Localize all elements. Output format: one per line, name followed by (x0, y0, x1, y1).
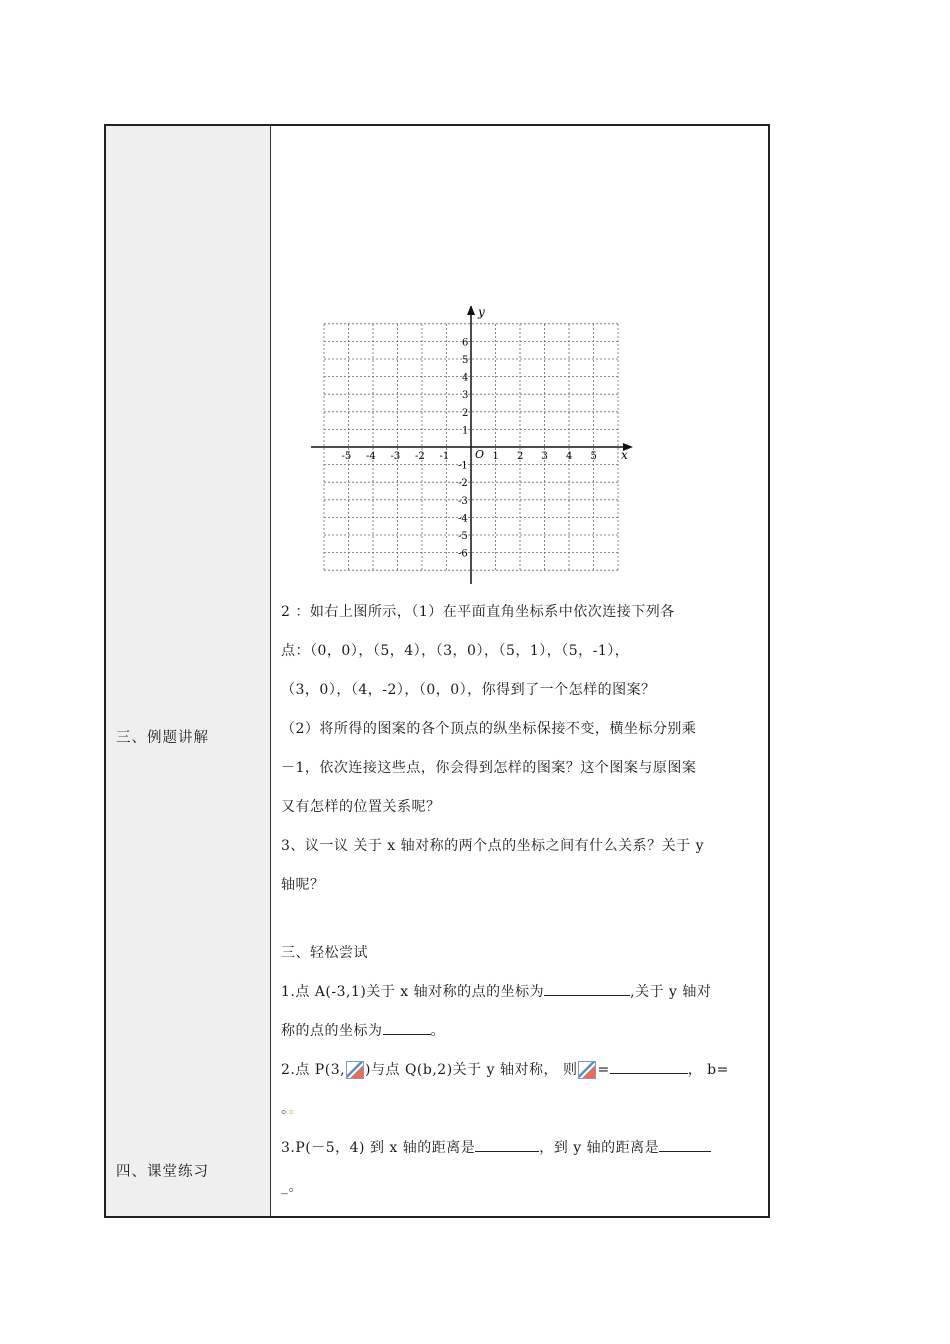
answer-blank[interactable] (659, 1135, 711, 1152)
y-axis-arrow (467, 306, 475, 315)
x-tick-label: 1 (492, 451, 499, 462)
practice-item-3: 3.P(－5，4) 到 x 轴的距离是 ，到 y 轴的距离是 (281, 1129, 758, 1168)
y-tick-label: 3 (462, 390, 469, 402)
x-tick-label: 3 (541, 451, 548, 462)
y-tick-label: -6 (458, 548, 468, 560)
q2-line-3: （3，0），（4，-2），（0，0），你得到了一个怎样的图案？ (281, 682, 656, 698)
y-tick-label: 1 (462, 425, 469, 437)
practice-section (281, 934, 758, 1207)
lesson-table (104, 124, 770, 1218)
y-tick-label: -2 (458, 478, 468, 490)
x-tick-label: -3 (390, 451, 401, 462)
x-tick-label: 4 (566, 451, 573, 462)
x-tick-label: -1 (439, 451, 450, 462)
broken-image-icon (346, 1061, 364, 1079)
q2-line-1: 2 ：如右上图所示，（1）在平面直角坐标系中依次连接下列各 (281, 604, 675, 620)
section-label-column (106, 126, 271, 1216)
practice-item-3-cont: _。 (281, 1179, 303, 1195)
x-tick-label: -5 (341, 451, 352, 462)
content-column (271, 126, 768, 1216)
x-tick-label: -2 (415, 451, 425, 462)
practice-item-1-cont: 称的点的坐标为 。 (281, 1012, 758, 1051)
origin-label: O (475, 448, 485, 461)
q3-line-1: 3、议一议 关于 x 轴对称的两个点的坐标之间有什么关系？关于 y (281, 838, 705, 854)
answer-blank[interactable] (475, 1135, 539, 1152)
q2-line-2: 点：（0，0），（5，4），（3，0），（5，1），（5，-1）， (281, 643, 630, 659)
y-tick-label: -3 (458, 495, 468, 507)
answer-blank[interactable] (544, 979, 630, 996)
answer-blank[interactable] (610, 1057, 688, 1074)
broken-image-icon (578, 1061, 596, 1079)
practice-item-2-cont: 。。 (281, 1101, 303, 1117)
q2-line-6: 又有怎样的位置关系呢？ (281, 799, 441, 815)
y-tick-label: 6 (462, 337, 469, 349)
example-question-2 (281, 593, 758, 905)
y-tick-label: -5 (458, 531, 468, 542)
y-tick-label: 2 (462, 407, 469, 419)
section-label-practice: 四、课堂练习 (116, 1164, 209, 1180)
y-tick-label: 5 (462, 355, 469, 366)
x-tick-label: 5 (590, 451, 597, 462)
practice-heading: 三、轻松尝试 (281, 945, 368, 961)
q2-line-5: －1，依次连接这些点，你会得到怎样的图案？这个图案与原图案 (281, 760, 697, 776)
y-axis-label: y (478, 306, 485, 319)
practice-item-2: 2.点 P(3, )与点 Q(b,2)关于 y 轴对称， 则 = ， b= (281, 1051, 758, 1090)
section-label-examples: 三、例题讲解 (116, 730, 209, 746)
y-tick-label: -4 (458, 513, 468, 525)
x-tick-label: 2 (517, 451, 524, 462)
x-axis-label: x (621, 448, 628, 462)
q2-line-4: （2）将所得的图案的各个顶点的纵坐标保接不变，横坐标分别乘 (281, 721, 697, 737)
answer-blank[interactable] (383, 1018, 431, 1035)
coordinate-grid (311, 306, 641, 586)
q3-line-2: 轴呢？ (281, 877, 325, 893)
x-tick-label: -4 (366, 451, 376, 462)
y-tick-label: 4 (462, 372, 469, 384)
practice-item-1: 1.点 A(-3,1)关于 x 轴对称的点的坐标为 ,关于 y 轴对 (281, 973, 758, 1012)
y-tick-label: -1 (458, 460, 468, 472)
